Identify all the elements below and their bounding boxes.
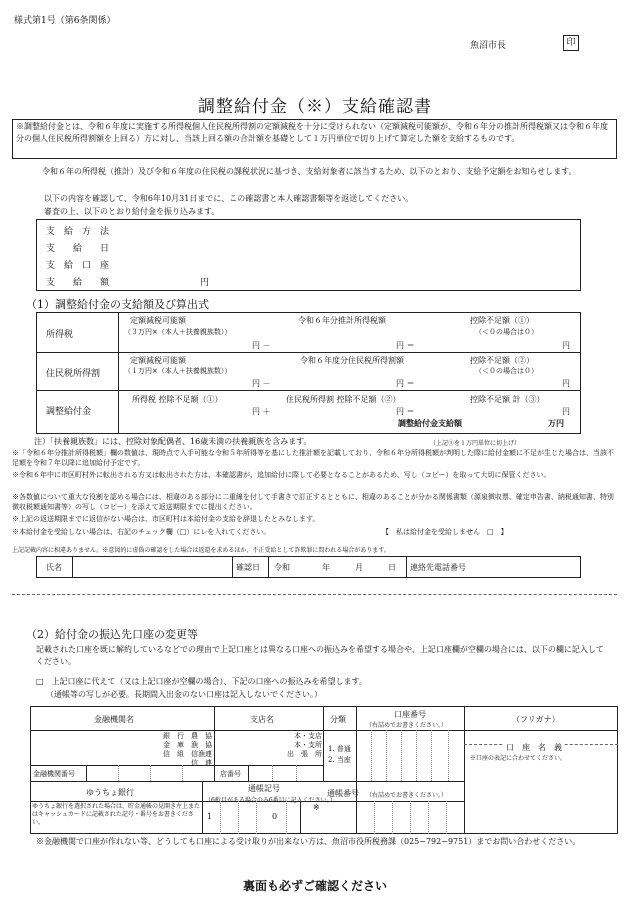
adj-col2-title: 住民税所得割 控除不足額（②） xyxy=(286,395,401,404)
confirm-date-label: 確認日 xyxy=(236,563,260,572)
passbook-asterisk: ※ xyxy=(313,803,320,812)
intro-line-1: 令和６年の所得税（推計）及び令和６年度の住民税の課税状況に基づき、支給対象者に該当するため、以下のとおり、支給予定額をお知らせします。 xyxy=(42,167,577,176)
income-minus: 円 － xyxy=(252,341,271,350)
bank-name-header: 金融機関名 xyxy=(94,715,134,724)
passbook-digit-1: 1 xyxy=(207,812,213,821)
payment-date-label: 支 給 日 xyxy=(46,244,110,254)
definition-note: ※調整給付金とは、令和６年度に実施する所得税個人住民税所得割の定額減税を十分に受けられない（定額減税可能額が、令和６年分の推計所得税額又は令和６年度分の個人住民税所得割額を上回る）方に対し、当該上回る額の合計額を基礎として１万円単位で切り上げて算定した額を支給するものです。 xyxy=(16,122,608,143)
income-tax-label: 所得税 xyxy=(46,330,74,340)
passbook-digit-0: 0 xyxy=(272,812,278,821)
resident-col2-title: 令和６年度分住民税所得割額 xyxy=(300,356,404,365)
adj-equals: 円 ＝ xyxy=(396,407,415,416)
name-label: 氏名 xyxy=(46,563,62,572)
resident-col1-sub: （１万円×（本人＋扶養親族数）） xyxy=(124,367,232,375)
day-label: 日 xyxy=(388,563,396,572)
resident-minus: 円 － xyxy=(252,379,271,388)
resident-equals: 円 ＝ xyxy=(396,379,415,388)
yucho-note: ゆうちょ銀行を選択された場合は、貯金通帳の見開き左上またはキャッシュカードに記載された記号・番号をお書きください。 xyxy=(32,803,201,826)
branch-header: 支店名 xyxy=(250,715,274,724)
payment-info-box xyxy=(36,219,581,291)
passbook-number-label: 通帳番号 xyxy=(327,789,359,798)
payment-amount-label: 支 給 額 xyxy=(46,278,110,288)
adj-total-unit: 万円 xyxy=(548,418,564,428)
resident-col3-sub: （＜０の場合は０） xyxy=(475,367,538,375)
note-2: ※令和６年中に市区町村外に転出される方又は転出された方は、本確認書が、追加給付に際して必要となることがあるため、写し（コピー）を取って大切に保管ください。 xyxy=(12,471,551,479)
adj-plus: 円 ＋ xyxy=(252,407,271,416)
addressee: 魚沼市長 xyxy=(470,41,507,51)
resident-tax-label: 住民税所得割 xyxy=(46,369,101,379)
passbook-symbol-sub: （6桁目がある場合のみ6番目に記入ください。） xyxy=(205,797,336,804)
change-account-note: （通帳等の写しが必要。長期間入出金のない口座は記入しないでください。） xyxy=(46,690,322,699)
passbook-symbol-label: 通帳記号 xyxy=(248,784,280,793)
certify-note: 上記記載内容に相違ありません。※意図的に虚偽の確認をした場合は返還を求めるほか、不正受給として詐欺罪に問われる場合があります。 xyxy=(12,547,390,554)
adj-col1-title: 所得税 控除不足額（①） xyxy=(132,395,223,404)
bank-code-label: 金融機関番号 xyxy=(33,770,75,778)
income-col3-title: 控除不足額（①） xyxy=(470,316,534,325)
payment-account-label: 支 給 口 座 xyxy=(46,261,110,271)
name-field[interactable] xyxy=(74,558,230,576)
adj-yen: 円 xyxy=(562,407,570,416)
phone-label: 連絡先電話番号 xyxy=(410,563,466,572)
intro-line-2: 以下の内容を確認して、令和6年10月31日までに、この確認書と本人確認書類等を返送してください。 xyxy=(44,194,414,203)
income-col1-sub: （３万円×（本人＋扶養親族数）） xyxy=(124,328,232,336)
contact-note: ※金融機関で口座が作れない等、どうしても口座による受け取りが出来ない方は、魚沼市役所税務課（025−792−9751）までお問い合わせください。 xyxy=(36,837,581,846)
income-equals: 円 ＝ xyxy=(396,341,415,350)
footer-notice: 裏面も必ずご確認ください xyxy=(242,879,387,893)
seal-mark: 印 xyxy=(563,35,579,51)
adj-col3-title: 控除不足額 計（③） xyxy=(470,395,545,404)
account-holder-label: 口 座 名 義 xyxy=(506,743,562,752)
income-col3-sub: （＜０の場合は０） xyxy=(475,328,538,336)
income-col2-title: 令和６年分推計所得税額 xyxy=(298,316,386,325)
account-type-list[interactable]: 1. 普通 2. 当座 xyxy=(328,745,351,764)
resident-yen: 円 xyxy=(562,379,570,388)
section2-heading: （2）給付金の振込先口座の変更等 xyxy=(26,628,198,641)
note-dependents: 注）「扶養親族数」には、控除対象配偶者、16歳未満の扶養親族を含みます。 xyxy=(34,437,312,446)
form-id: 様式第1号（第6条関係） xyxy=(14,16,116,26)
resident-col1-title: 定額減税可能額 xyxy=(130,356,186,365)
payment-method-label: 支 給 方 法 xyxy=(46,227,110,237)
passbook-number-sub: （右詰めでお書きください。） xyxy=(366,792,448,799)
note-3: ※各数値について重大な役割を認める場合には、相違のある部分に二重線を付して手書きで訂正するとともに、相違のあることが分かる関係書類（源泉徴収票、確定申告書、納税通知書、特別徴収税額通知書等）の写し（コピー）を添えて返送期限までに提出ください。 xyxy=(12,493,614,511)
account-number-sub: （右詰めでお書きください。） xyxy=(366,722,448,729)
section1-heading: （1）調整給付金の支給額及び算出式 xyxy=(26,298,209,311)
account-number-header: 口座番号 xyxy=(394,710,426,719)
kana-header: （フリガナ） xyxy=(512,715,560,724)
intro-line-3: 審査の上、以下のとおり給付金を振り込みます。 xyxy=(44,207,220,216)
resident-col3-title: 控除不足額（②） xyxy=(470,356,534,365)
note-rounding: （上記③を１万円単位に切上げ） xyxy=(430,440,521,447)
note-4: ※上記の返送期限までに返信がない場合は、市区町村は本給付金の支給を辞退したとみなします。 xyxy=(12,515,320,523)
adjustment-label: 調整給付金 xyxy=(46,407,92,417)
payment-amount-yen: 円 xyxy=(200,278,210,288)
income-yen: 円 xyxy=(562,341,570,350)
institution-type-list: 銀 行 農 協 金 庫 漁 協 信 組 信漁連 信 連 xyxy=(163,732,212,767)
income-col1-title: 定額減税可能額 xyxy=(130,316,186,325)
page-title: 調整給付金（※）支給確認書 xyxy=(198,97,432,117)
yucho-bank-label[interactable]: ゆうちょ銀行 xyxy=(86,788,134,797)
account-holder-sub: ※口座の表記に合わせてください。 xyxy=(470,755,567,762)
decline-note: ※本給付金を受給しない場合は、右記のチェック欄（□）にレを入れてください。 xyxy=(12,528,271,536)
branch-type-list: 本・支店 本・支所 出 張 所 xyxy=(287,732,322,758)
adj-total-label: 調整給付金支給額 xyxy=(398,418,462,428)
decline-checkbox[interactable]: 【 私は給付金を受給しません □ 】 xyxy=(382,528,508,536)
branch-code-label: 店番号 xyxy=(220,770,241,778)
month-label: 月 xyxy=(355,563,363,572)
section2-desc: 記載された口座を既に解約しているなどでの理由で上記口座とは異なる口座への振込みを希望する場合や、上記口座欄が空欄の場合には、以下の欄に記入してください。 xyxy=(36,645,604,666)
type-header: 分類 xyxy=(330,715,346,724)
note-1: ※「令和６年分推計所得税額」欄の数値は、現時点で入手可能な令和５年所得等を基にした推計額を記載しており、令和６年分所得税額が判明した際に給付金額に不足が生じた場合は、当該不足額を令和７年以降に追加給付予定です。 xyxy=(12,449,614,467)
year-label: 年 xyxy=(322,563,330,572)
era-label: 令和 xyxy=(274,563,290,572)
phone-field[interactable] xyxy=(476,558,578,576)
change-account-option[interactable]: □ 上記口座に代えて（又は上記口座が空欄の場合）、下記の口座への振込みを希望します。 xyxy=(36,677,367,686)
